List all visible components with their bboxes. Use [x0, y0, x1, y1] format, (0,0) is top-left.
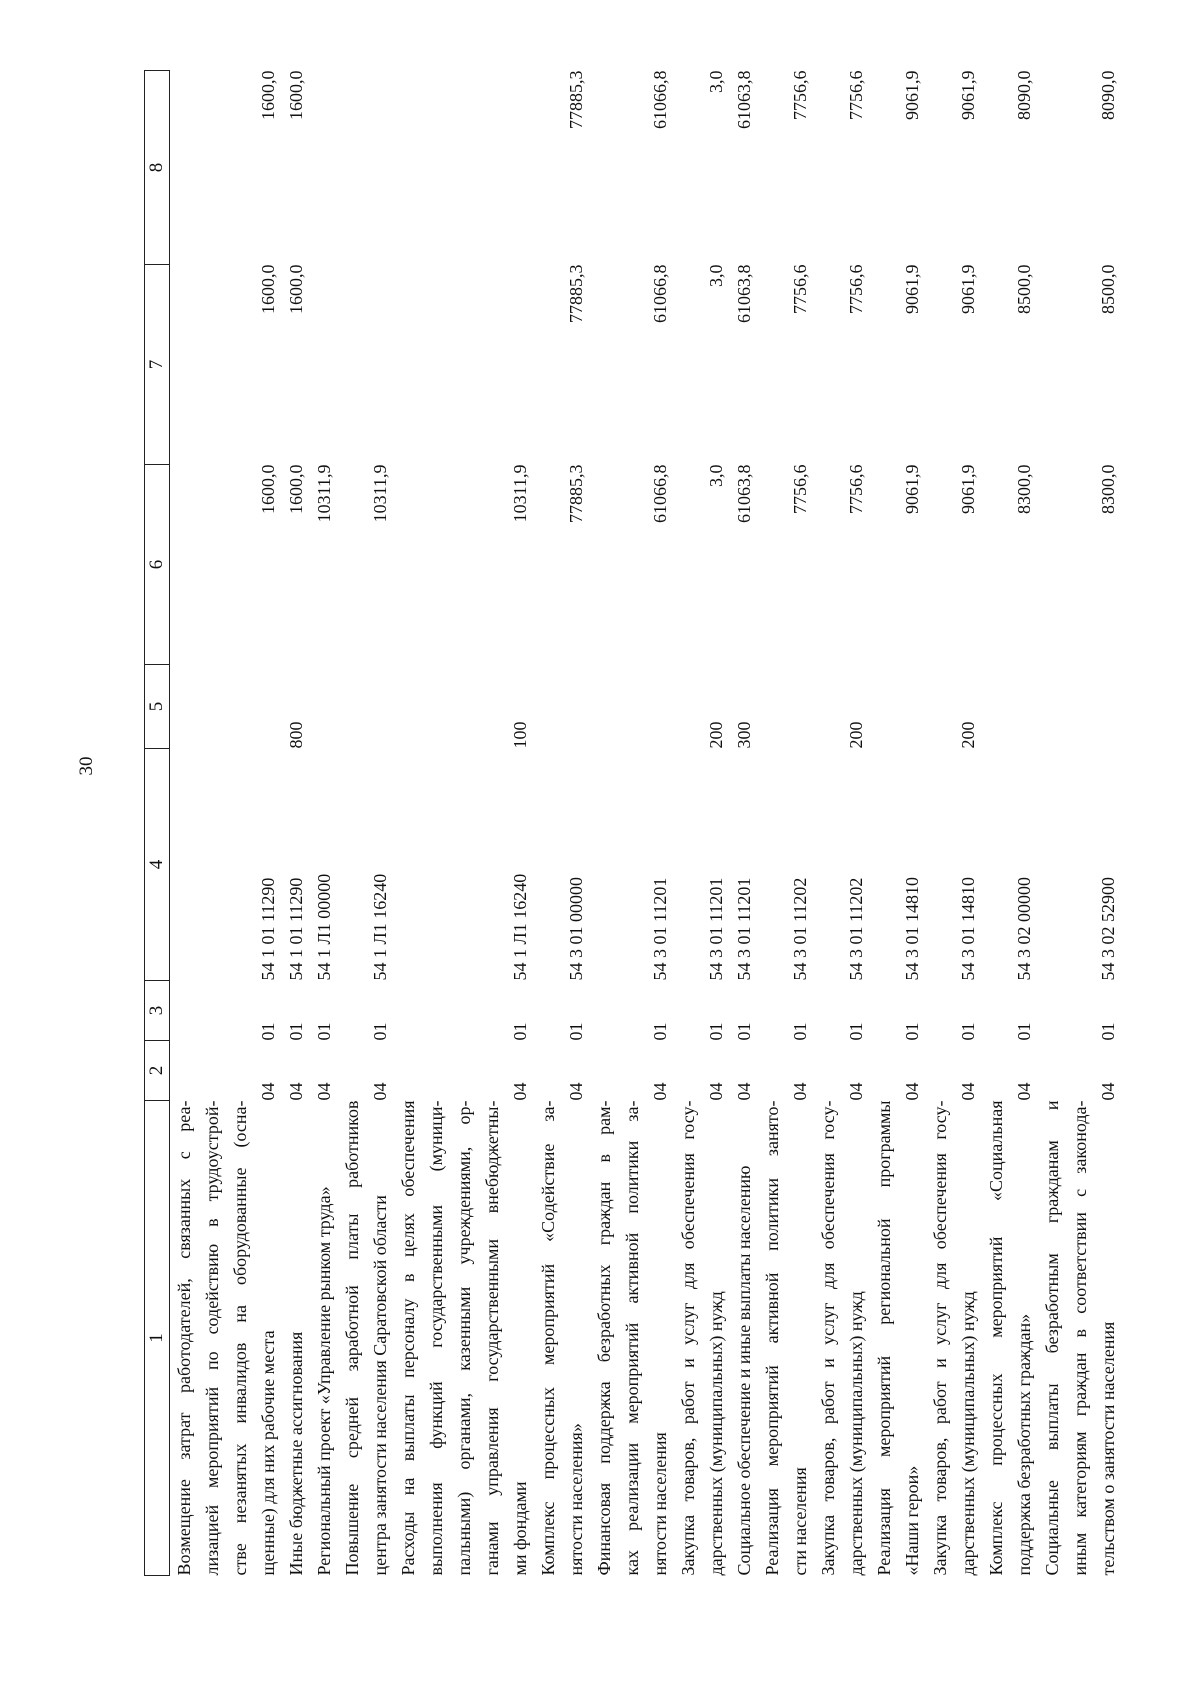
row-name-line: Закупка товаров, работ и услуг для обеспечения госу- — [818, 1100, 838, 1576]
amount-year-1: 10311,9 — [314, 464, 334, 523]
target-code: 54 3 01 14810 — [958, 877, 978, 981]
expense-type-code: 200 — [846, 721, 866, 749]
row-name-line: Региональный проект «Управление рынком труда» — [314, 1186, 334, 1576]
amount-year-1: 8300,0 — [1014, 464, 1034, 514]
header-row — [145, 71, 170, 1576]
table-row — [394, 71, 534, 1576]
subsection-code: 01 — [734, 1022, 754, 1041]
col-header-2: 2 — [145, 1041, 170, 1101]
subsection-code: 01 — [706, 1022, 726, 1041]
amount-year-3: 61066,8 — [650, 70, 670, 129]
amount-year-3: 9061,9 — [902, 70, 922, 120]
amount-year-1: 10311,9 — [370, 464, 390, 523]
table-row — [982, 71, 1038, 1576]
subsection-code: 01 — [258, 1022, 278, 1041]
amount-year-2: 1600,0 — [258, 264, 278, 314]
col-header-7: 7 — [145, 265, 170, 465]
amount-year-2: 1600,0 — [286, 264, 306, 314]
row-name-line: Реализация мероприятий активной политики занято- — [762, 1100, 782, 1576]
target-code: 54 3 02 52900 — [1098, 877, 1118, 981]
table-row — [338, 71, 394, 1576]
row-name-line: Социальные выплаты безработным гражданам и — [1042, 1100, 1062, 1576]
table-row — [1038, 71, 1122, 1576]
section-code: 04 — [566, 1082, 586, 1101]
expense-type-code: 200 — [706, 721, 726, 749]
row-name-line: Реализация мероприятий региональной программы — [874, 1100, 894, 1576]
amount-year-3 — [338, 71, 394, 265]
row-name-line: выполнения функций государственными (муници- — [426, 1100, 446, 1576]
target-code: 54 3 01 11201 — [734, 877, 754, 981]
amount-year-1: 8300,0 — [1098, 464, 1118, 514]
subsection-code: 01 — [846, 1022, 866, 1041]
section-code: 04 — [706, 1082, 726, 1101]
row-name — [338, 1101, 394, 1576]
amount-year-1: 3,0 — [706, 464, 726, 487]
row-name-line: дарственных (муниципальных) нужд — [958, 1291, 978, 1576]
section-code: 04 — [370, 1082, 390, 1101]
row-name — [674, 1101, 730, 1576]
section-code: 04 — [1098, 1082, 1118, 1101]
expense-type-code: 800 — [286, 721, 306, 749]
row-name — [730, 1101, 758, 1576]
row-name — [1038, 1101, 1122, 1576]
amount-year-3: 1600,0 — [286, 70, 306, 120]
page-number: 30 — [76, 756, 97, 776]
row-name-line: дарственных (муниципальных) нужд — [846, 1291, 866, 1576]
row-name-line: Социальное обеспечение и иные выплаты населению — [734, 1165, 754, 1576]
row-name — [982, 1101, 1038, 1576]
row-name — [170, 1101, 283, 1576]
row-name-line: ганами управления государственными внебюджетны- — [482, 1100, 502, 1576]
row-name — [394, 1101, 534, 1576]
expense-type-code — [310, 665, 338, 749]
table-row — [730, 71, 758, 1576]
row-name-line: ках реализации мероприятий активной политики за- — [622, 1100, 642, 1576]
target-code: 54 3 01 11201 — [650, 877, 670, 981]
amount-year-2: 8500,0 — [1014, 264, 1034, 314]
amount-year-1: 7756,6 — [790, 464, 810, 514]
target-code: 54 1 01 11290 — [286, 877, 306, 981]
amount-year-2: 77885,3 — [566, 264, 586, 323]
amount-year-1: 1600,0 — [286, 464, 306, 514]
row-name-line: Повышение средней заработной платы работников — [342, 1100, 362, 1576]
subsection-code: 01 — [790, 1022, 810, 1041]
amount-year-2: 61066,8 — [650, 264, 670, 323]
section-code: 04 — [1014, 1082, 1034, 1101]
amount-year-3: 7756,6 — [790, 70, 810, 120]
row-name-line: Возмещение затрат работодателей, связанных с реа- — [174, 1100, 194, 1576]
row-name-line: стве незанятых инвалидов на оборудованные (осна- — [230, 1100, 250, 1576]
row-name-line: Иные бюджетные ассигнования — [286, 1331, 306, 1576]
table-row — [310, 71, 338, 1576]
row-name — [814, 1101, 870, 1576]
target-code: 54 1 Л1 16240 — [510, 873, 530, 981]
row-name-line: сти населения — [790, 1467, 810, 1576]
amount-year-1: 9061,9 — [902, 464, 922, 514]
amount-year-2: 61063,8 — [734, 264, 754, 323]
amount-year-1: 61063,8 — [734, 464, 754, 523]
section-code: 04 — [258, 1082, 278, 1101]
table-row — [534, 71, 590, 1576]
section-code: 04 — [958, 1082, 978, 1101]
target-code: 54 3 01 11202 — [790, 877, 810, 981]
row-name-line: щенные) для них рабочие места — [258, 1330, 278, 1576]
amount-year-3: 8090,0 — [1098, 70, 1118, 120]
row-name-line: Комплекс процессных мероприятий «Социальная — [986, 1100, 1006, 1576]
col-header-1: 1 — [145, 1101, 170, 1576]
row-name — [590, 1101, 674, 1576]
amount-year-1: 1600,0 — [258, 464, 278, 514]
table-row — [814, 71, 870, 1576]
subsection-code: 01 — [510, 1022, 530, 1041]
subsection-code: 01 — [902, 1022, 922, 1041]
amount-year-1: 7756,6 — [846, 464, 866, 514]
subsection-code: 01 — [1098, 1022, 1118, 1041]
expense-type-code — [338, 665, 394, 749]
subsection-code: 01 — [314, 1022, 334, 1041]
amount-year-3 — [394, 71, 534, 265]
expense-type-code — [870, 665, 926, 749]
row-name — [926, 1101, 982, 1576]
amount-year-2: 3,0 — [706, 264, 726, 287]
row-name-line: нятости населения» — [566, 1423, 586, 1576]
amount-year-3: 7756,6 — [846, 70, 866, 120]
subsection-code: 01 — [1014, 1022, 1034, 1041]
expense-type-code: 300 — [734, 721, 754, 749]
col-header-5: 5 — [145, 665, 170, 749]
row-name — [870, 1101, 926, 1576]
amount-year-1: 77885,3 — [566, 464, 586, 523]
amount-year-2 — [394, 265, 534, 465]
target-code: 54 3 02 00000 — [1014, 877, 1034, 981]
table-row — [758, 71, 814, 1576]
amount-year-3: 8090,0 — [1014, 70, 1034, 120]
table-row — [926, 71, 982, 1576]
amount-year-1: 10311,9 — [510, 464, 530, 523]
section-code: 04 — [790, 1082, 810, 1101]
section-code: 04 — [902, 1082, 922, 1101]
row-name-line: пальными) органами, казенными учреждениями, ор- — [454, 1100, 474, 1576]
amount-year-2 — [338, 265, 394, 465]
subsection-code: 01 — [650, 1022, 670, 1041]
col-header-8: 8 — [145, 71, 170, 265]
subsection-code: 01 — [958, 1022, 978, 1041]
col-header-6: 6 — [145, 465, 170, 665]
row-name-line: Закупка товаров, работ и услуг для обеспечения госу- — [930, 1100, 950, 1576]
amount-year-3: 9061,9 — [958, 70, 978, 120]
row-name — [534, 1101, 590, 1576]
section-code: 04 — [286, 1082, 306, 1101]
row-name — [310, 1101, 338, 1576]
table-body — [170, 71, 1123, 1576]
row-name-line: лизацией мероприятий по содействию в трудоустрой- — [202, 1100, 222, 1576]
col-header-3: 3 — [145, 981, 170, 1041]
row-name-line: центра занятости населения Саратовской области — [370, 1195, 390, 1576]
subsection-code: 01 — [286, 1022, 306, 1041]
expense-type-code: 200 — [958, 721, 978, 749]
table-row — [674, 71, 730, 1576]
expense-type-code — [758, 665, 814, 749]
row-name-line: Расходы на выплаты персоналу в целях обеспечения — [398, 1100, 418, 1576]
table-row — [590, 71, 674, 1576]
section-code: 04 — [314, 1082, 334, 1101]
amount-year-3 — [310, 71, 338, 265]
section-code: 04 — [846, 1082, 866, 1101]
row-name — [758, 1101, 814, 1576]
amount-year-2 — [310, 265, 338, 465]
table-row — [170, 71, 283, 1576]
row-name-line: дарственных (муниципальных) нужд — [706, 1291, 726, 1576]
amount-year-2: 9061,9 — [902, 264, 922, 314]
table-row — [870, 71, 926, 1576]
amount-year-3: 77885,3 — [566, 70, 586, 129]
row-name-line: Комплекс процессных мероприятий «Содействие за- — [538, 1100, 558, 1576]
amount-year-1: 9061,9 — [958, 464, 978, 514]
row-name-line: иным категориям граждан в соответствии с законода- — [1070, 1100, 1090, 1576]
amount-year-2: 7756,6 — [846, 264, 866, 314]
expense-type-code — [534, 665, 590, 749]
amount-year-3: 1600,0 — [258, 70, 278, 120]
amount-year-3: 61063,8 — [734, 70, 754, 129]
target-code: 54 1 Л1 00000 — [314, 873, 334, 981]
amount-year-2: 9061,9 — [958, 264, 978, 314]
expense-type-code — [170, 665, 283, 749]
target-code: 54 1 Л1 16240 — [370, 873, 390, 981]
target-code: 54 3 01 14810 — [902, 877, 922, 981]
row-name-line: ми фондами — [510, 1481, 530, 1576]
row-name-line: поддержка безработных граждан» — [1014, 1313, 1034, 1576]
subsection-code: 01 — [370, 1022, 390, 1041]
section-code: 04 — [510, 1082, 530, 1101]
row-name-line: «Наши герои» — [902, 1465, 922, 1576]
amount-year-3: 3,0 — [706, 70, 726, 93]
row-name — [282, 1101, 310, 1576]
expense-type-code — [982, 665, 1038, 749]
expense-type-code — [590, 665, 674, 749]
target-code: 54 3 01 11202 — [846, 877, 866, 981]
row-name-line: тельством о занятости населения — [1098, 1321, 1118, 1576]
amount-year-2: 7756,6 — [790, 264, 810, 314]
section-code: 04 — [734, 1082, 754, 1101]
section-code: 04 — [650, 1082, 670, 1101]
row-name-line: Закупка товаров, работ и услуг для обеспечения госу- — [678, 1100, 698, 1576]
col-header-4: 4 — [145, 749, 170, 981]
target-code: 54 1 01 11290 — [258, 877, 278, 981]
expense-type-code: 100 — [510, 721, 530, 749]
amount-year-2: 8500,0 — [1098, 264, 1118, 314]
budget-table — [144, 70, 1122, 1576]
target-code: 54 3 01 00000 — [566, 877, 586, 981]
subsection-code: 01 — [566, 1022, 586, 1041]
amount-year-1: 61066,8 — [650, 464, 670, 523]
row-name-line: Финансовая поддержка безработных граждан в рам- — [594, 1100, 614, 1576]
table-row — [282, 71, 310, 1576]
expense-type-code — [1038, 665, 1122, 749]
row-name-line: нятости населения — [650, 1432, 670, 1576]
target-code: 54 3 01 11201 — [706, 877, 726, 981]
